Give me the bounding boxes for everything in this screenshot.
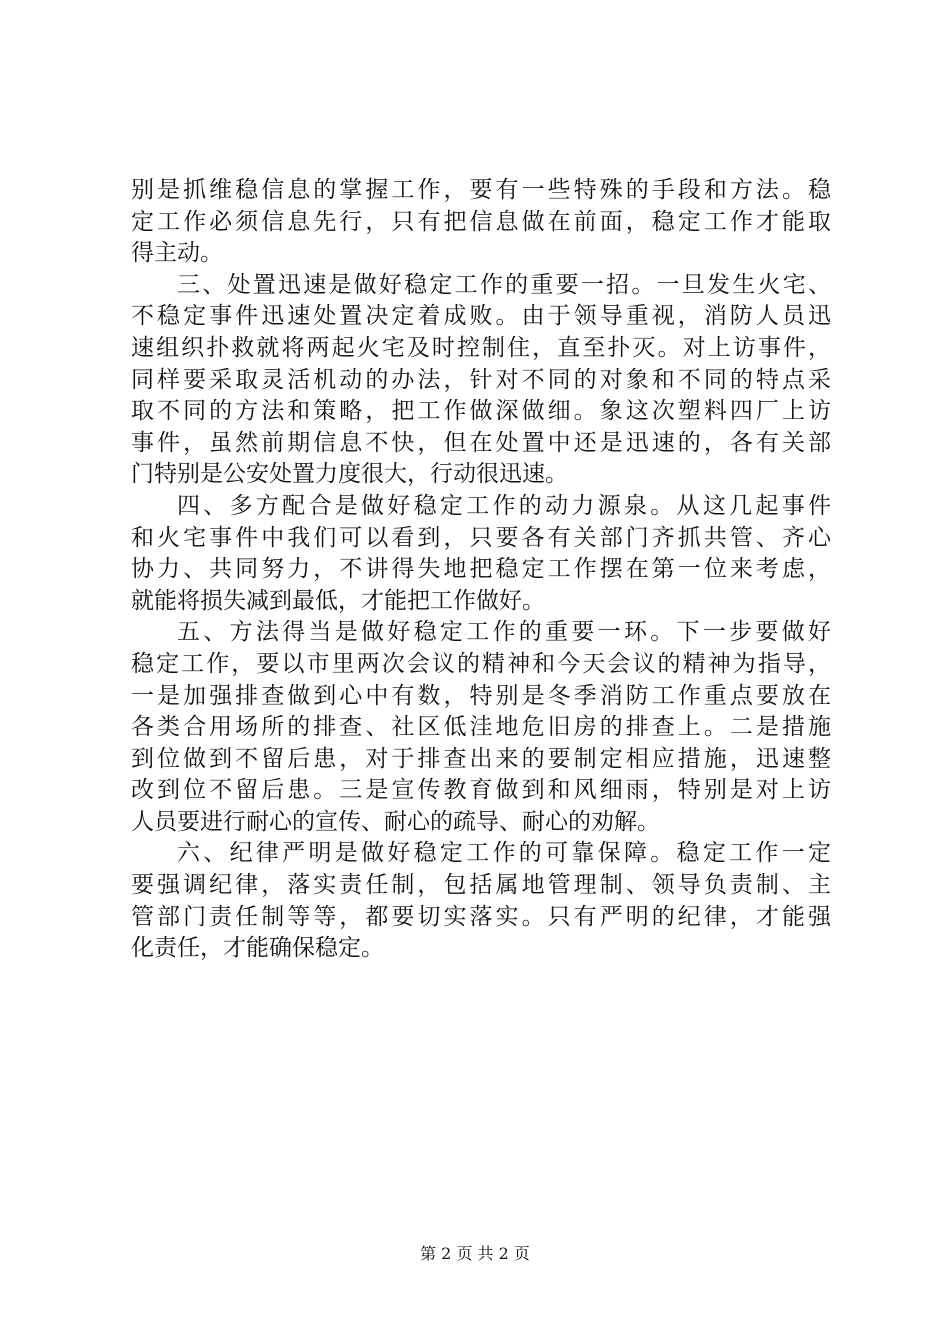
text-line: 化责任，才能确保稳定。 [131,935,384,962]
text-line: 同样要采取灵活机动的办法，针对不同的对象和不同的特点采 [131,366,831,393]
text-line: 速组织扑救就将两起火宅及时控制住，直至扑灭。对上访事件， [131,334,831,361]
text-line: 到位做到不留后患，对于排查出来的要制定相应措施，迅速整 [131,745,831,772]
page-number-footer: 第 2 页 共 2 页 [420,1244,530,1263]
paragraph-heading-line: 四、多方配合是做好稳定工作的动力源泉。从这几起事件 [177,492,831,519]
text-line: 人员要进行耐心的宣传、耐心的疏导、耐心的劝解。 [131,808,660,835]
text-line: 协力、共同努力，不讲得失地把稳定工作摆在第一位来考虑， [131,556,831,583]
text-line: 管部门责任制等等，都要切实落实。只有严明的纪律，才能强 [131,903,831,930]
text-line: 不稳定事件迅速处置决定着成败。由于领导重视，消防人员迅 [131,303,831,330]
text-line: 取不同的方法和策略，把工作做深做细。象这次塑料四厂上访 [131,398,831,425]
text-line: 一是加强排查做到心中有数，特别是冬季消防工作重点要放在 [131,682,831,709]
text-line: 要强调纪律，落实责任制，包括属地管理制、领导负责制、主 [131,872,831,899]
paragraph-heading-line: 五、方法得当是做好稳定工作的重要一环。下一步要做好 [177,619,831,646]
paragraph-heading-line: 六、纪律严明是做好稳定工作的可靠保障。稳定工作一定 [177,840,831,867]
text-line: 就能将损失减到最低，才能把工作做好。 [131,587,545,614]
text-line: 各类合用场所的排查、社区低洼地危旧房的排查上。二是措施 [131,714,831,741]
text-line: 改到位不留后患。三是宣传教育做到和风细雨，特别是对上访 [131,777,831,804]
text-line: 定工作必须信息先行，只有把信息做在前面，稳定工作才能取 [131,208,831,235]
text-line: 别是抓维稳信息的掌握工作，要有一些特殊的手段和方法。稳 [131,177,831,203]
paragraph-heading-line: 三、处置迅速是做好稳定工作的重要一招。一旦发生火宅、 [177,271,831,298]
text-line: 和火宅事件中我们可以看到，只要各有关部门齐抓共管、齐心 [131,524,831,551]
text-line: 门特别是公安处置力度很大，行动很迅速。 [131,461,568,488]
text-line: 得主动。 [131,240,223,267]
text-line: 稳定工作，要以市里两次会议的精神和今天会议的精神为指导， [131,650,831,677]
document-body [131,175,831,965]
text-line: 事件，虽然前期信息不快，但在处置中还是迅速的，各有关部 [131,429,831,456]
